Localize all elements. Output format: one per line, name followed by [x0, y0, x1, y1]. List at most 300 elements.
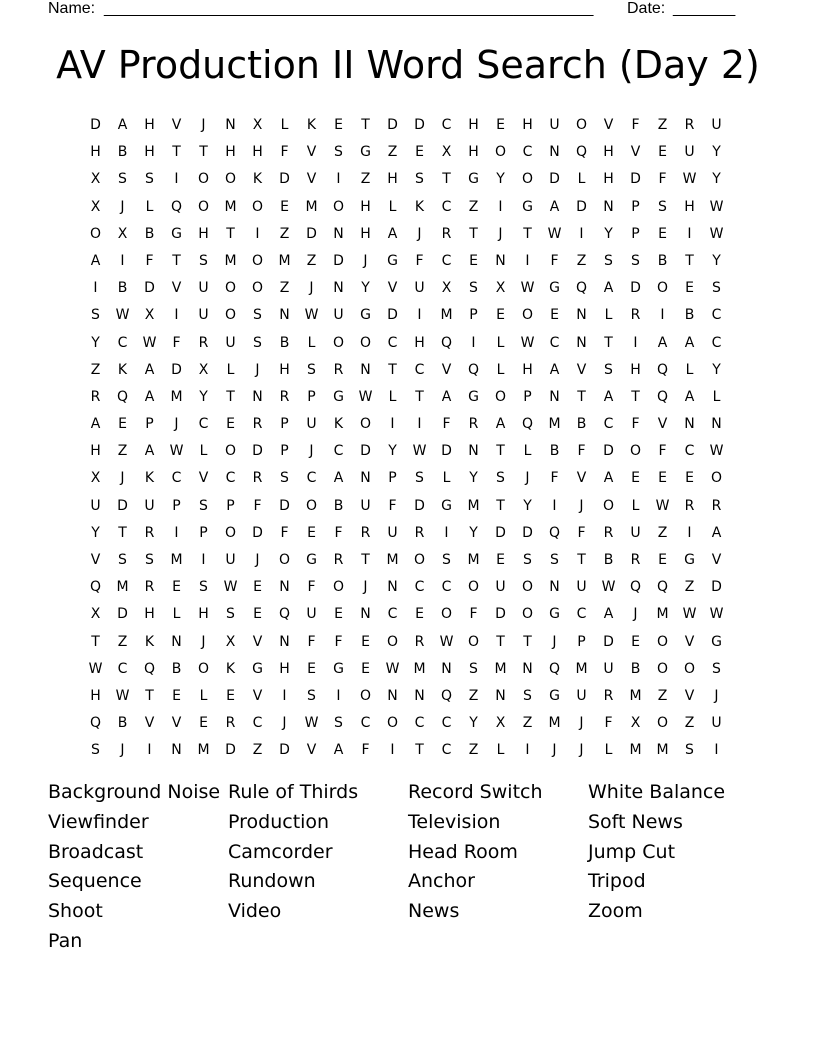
grid-letter: C: [414, 361, 425, 378]
grid-row: [82, 547, 730, 574]
grid-letter: I: [417, 416, 422, 433]
grid-letter: C: [414, 715, 425, 732]
grid-letter: W: [709, 198, 724, 215]
grid-letter: S: [631, 252, 640, 269]
grid-letter: E: [280, 198, 289, 215]
grid-row: [82, 112, 730, 139]
grid-letter: T: [226, 225, 235, 242]
grid-letter: Y: [469, 715, 478, 732]
grid-letter: M: [656, 742, 669, 759]
grid-letter: N: [171, 742, 182, 759]
grid-row: [82, 275, 730, 302]
grid-letter: W: [520, 334, 535, 351]
grid-letter: R: [360, 524, 371, 541]
word-column-4: [588, 778, 768, 927]
word-search-grid: [82, 112, 730, 765]
grid-letter: C: [198, 416, 209, 433]
grid-letter: Z: [657, 524, 668, 541]
grid-letter: E: [496, 552, 505, 568]
grid-letter: H: [144, 606, 155, 623]
grid-letter: J: [120, 742, 125, 759]
grid-letter: B: [576, 416, 587, 433]
word-list-item: Zoom: [588, 900, 643, 923]
grid-letter: B: [657, 252, 668, 269]
grid-letter: D: [549, 171, 560, 188]
word-list-item: Anchor: [408, 870, 475, 893]
grid-letter: A: [387, 225, 398, 242]
grid-letter: A: [144, 361, 155, 378]
grid-letter: I: [390, 416, 395, 433]
grid-letter: J: [579, 742, 584, 759]
grid-letter: E: [334, 117, 343, 133]
grid-letter: X: [117, 225, 128, 242]
grid-letter: N: [252, 388, 263, 405]
grid-letter: U: [684, 144, 695, 161]
grid-letter: Y: [496, 171, 505, 188]
grid-row: [82, 248, 730, 275]
grid-letter: I: [633, 334, 638, 351]
grid-letter: V: [306, 742, 317, 759]
grid-letter: H: [144, 144, 155, 161]
grid-letter: Z: [468, 198, 479, 215]
grid-letter: J: [525, 470, 530, 487]
grid-letter: M: [278, 252, 291, 269]
grid-letter: C: [711, 307, 722, 324]
grid-letter: F: [658, 443, 667, 460]
grid-letter: V: [576, 470, 587, 487]
grid-row: [82, 438, 730, 465]
grid-letter: T: [685, 252, 694, 269]
word-list: [48, 778, 768, 978]
grid-letter: L: [199, 443, 208, 460]
grid-letter: I: [120, 252, 125, 269]
grid-letter: T: [199, 144, 208, 161]
grid-letter: R: [333, 361, 344, 378]
grid-letter: T: [631, 388, 640, 405]
grid-letter: G: [252, 660, 263, 677]
grid-letter: N: [360, 470, 371, 487]
grid-row: [82, 629, 730, 656]
grid-letter: O: [440, 606, 453, 623]
grid-letter: E: [496, 307, 505, 324]
grid-letter: D: [495, 524, 506, 541]
grid-letter: J: [255, 552, 260, 568]
grid-letter: F: [658, 171, 667, 188]
grid-letter: D: [360, 443, 371, 460]
grid-letter: Z: [657, 687, 668, 704]
grid-letter: G: [333, 388, 344, 405]
grid-letter: K: [225, 660, 236, 677]
grid-letter: F: [442, 416, 451, 433]
grid-letter: T: [442, 171, 451, 188]
word-list-item: White Balance: [588, 781, 726, 803]
grid-letter: C: [225, 470, 236, 487]
grid-letter: O: [386, 715, 399, 732]
grid-letter: O: [494, 144, 507, 161]
grid-letter: S: [91, 307, 100, 324]
grid-letter: C: [603, 416, 614, 433]
grid-letter: Z: [684, 579, 695, 596]
header-line: [48, 0, 748, 20]
grid-letter: E: [658, 225, 667, 242]
grid-letter: N: [495, 687, 506, 704]
word-list-item: News: [408, 900, 460, 923]
grid-letter: R: [144, 579, 155, 596]
grid-letter: M: [413, 660, 426, 677]
grid-letter: R: [414, 633, 425, 650]
grid-letter: H: [252, 144, 263, 161]
grid-letter: A: [603, 470, 614, 487]
grid-letter: Q: [575, 280, 588, 297]
grid-letter: X: [144, 307, 155, 324]
grid-letter: Q: [467, 361, 480, 378]
grid-letter: M: [386, 552, 399, 568]
grid-letter: K: [414, 198, 425, 215]
grid-letter: W: [169, 443, 184, 460]
grid-letter: R: [252, 416, 263, 433]
grid-letter: W: [358, 388, 373, 405]
grid-letter: U: [198, 280, 209, 297]
grid-letter: C: [387, 334, 398, 351]
grid-letter: L: [577, 171, 586, 188]
grid-letter: N: [414, 687, 425, 704]
grid-letter: G: [549, 687, 560, 704]
grid-letter: T: [118, 524, 127, 541]
grid-letter: O: [251, 252, 264, 269]
grid-letter: W: [142, 334, 157, 351]
word-column-3: [408, 778, 588, 927]
grid-letter: S: [604, 252, 613, 269]
grid-row: [82, 520, 730, 547]
grid-letter: M: [224, 198, 237, 215]
grid-letter: T: [361, 117, 370, 133]
grid-letter: V: [171, 117, 182, 133]
grid-letter: S: [307, 687, 316, 704]
grid-letter: N: [279, 579, 290, 596]
grid-letter: D: [630, 171, 641, 188]
grid-letter: B: [549, 443, 560, 460]
grid-letter: O: [521, 307, 534, 324]
grid-letter: O: [305, 497, 318, 514]
word-list-item: Soft News: [588, 810, 683, 833]
grid-letter: X: [252, 117, 263, 133]
grid-letter: E: [199, 715, 208, 732]
grid-letter: H: [225, 144, 236, 161]
grid-letter: M: [116, 579, 129, 596]
grid-letter: J: [120, 198, 125, 215]
grid-letter: C: [684, 443, 695, 460]
grid-letter: J: [201, 633, 206, 650]
grid-letter: H: [630, 361, 641, 378]
grid-letter: C: [441, 742, 452, 759]
word-list-item: Rule of Thirds: [228, 781, 359, 803]
grid-letter: V: [90, 552, 101, 568]
grid-letter: D: [252, 443, 263, 460]
grid-letter: Z: [468, 742, 479, 759]
grid-letter: A: [657, 334, 668, 351]
grid-letter: U: [198, 307, 209, 324]
grid-letter: P: [577, 633, 586, 650]
grid-letter: V: [198, 470, 209, 487]
grid-letter: D: [387, 307, 398, 324]
grid-letter: M: [575, 660, 588, 677]
grid-letter: K: [306, 117, 317, 133]
grid-letter: Q: [629, 579, 642, 596]
grid-letter: F: [604, 715, 613, 732]
grid-letter: A: [90, 252, 101, 269]
grid-letter: Z: [576, 252, 587, 269]
grid-letter: F: [280, 144, 289, 161]
grid-letter: M: [224, 252, 237, 269]
word-list-item: Pan: [48, 929, 83, 952]
grid-letter: V: [684, 633, 695, 650]
grid-letter: T: [226, 388, 235, 405]
grid-letter: W: [682, 171, 697, 188]
grid-letter: C: [414, 579, 425, 596]
grid-letter: N: [387, 579, 398, 596]
grid-letter: F: [307, 579, 316, 596]
grid-letter: U: [144, 497, 155, 514]
grid-letter: X: [90, 470, 101, 487]
grid-letter: S: [469, 280, 478, 297]
date-label: Date:: [627, 0, 666, 17]
word-column-1: [48, 778, 228, 957]
grid-letter: E: [415, 606, 424, 623]
page-title: AV Production II Word Search (Day 2): [56, 43, 760, 87]
grid-letter: G: [306, 552, 317, 568]
word-list-item: Record Switch: [408, 781, 543, 803]
grid-letter: U: [630, 524, 641, 541]
grid-letter: N: [333, 225, 344, 242]
grid-letter: R: [684, 117, 695, 133]
grid-letter: Y: [712, 144, 721, 161]
grid-letter: S: [658, 198, 667, 215]
grid-letter: I: [687, 524, 692, 541]
grid-letter: F: [388, 497, 397, 514]
word-list-item: Television: [408, 810, 501, 833]
grid-letter: O: [467, 633, 480, 650]
grid-letter: E: [253, 606, 262, 623]
grid-letter: Q: [278, 606, 291, 623]
grid-letter: O: [224, 524, 237, 541]
grid-letter: E: [307, 660, 316, 677]
grid-letter: V: [387, 280, 398, 297]
grid-letter: F: [577, 524, 586, 541]
grid-letter: N: [576, 307, 587, 324]
grid-letter: X: [90, 606, 101, 623]
grid-letter: W: [682, 606, 697, 623]
grid-letter: W: [304, 715, 319, 732]
grid-letter: I: [147, 742, 152, 759]
grid-letter: W: [412, 443, 427, 460]
date-blank-line: _______: [673, 0, 736, 17]
grid-letter: U: [495, 579, 506, 596]
grid-letter: Q: [575, 144, 588, 161]
grid-letter: T: [172, 252, 181, 269]
grid-letter: S: [199, 579, 208, 596]
grid-letter: L: [496, 334, 505, 351]
grid-letter: Q: [521, 416, 534, 433]
grid-letter: L: [388, 388, 397, 405]
grid-letter: S: [145, 171, 154, 188]
grid-letter: T: [577, 388, 586, 405]
grid-letter: Q: [656, 361, 669, 378]
grid-letter: O: [278, 552, 291, 568]
grid-letter: A: [549, 361, 560, 378]
grid-letter: O: [332, 579, 345, 596]
grid-letter: U: [711, 117, 722, 133]
grid-letter: Y: [604, 225, 613, 242]
grid-letter: L: [280, 117, 289, 133]
grid-letter: E: [118, 416, 127, 433]
grid-row: [82, 411, 730, 438]
grid-letter: L: [712, 388, 721, 405]
grid-letter: I: [255, 225, 260, 242]
grid-letter: N: [549, 579, 560, 596]
grid-letter: F: [334, 633, 343, 650]
grid-letter: F: [550, 252, 559, 269]
grid-letter: H: [90, 687, 101, 704]
grid-letter: K: [144, 633, 155, 650]
grid-letter: O: [197, 198, 210, 215]
grid-letter: T: [469, 225, 478, 242]
grid-letter: D: [306, 225, 317, 242]
grid-letter: Y: [469, 470, 478, 487]
grid-letter: O: [629, 443, 642, 460]
grid-letter: U: [711, 715, 722, 732]
grid-letter: A: [603, 606, 614, 623]
grid-letter: C: [117, 660, 128, 677]
word-list-item: Background Noise: [48, 781, 221, 803]
grid-letter: S: [685, 742, 694, 759]
grid-letter: Y: [361, 280, 370, 297]
grid-letter: D: [333, 252, 344, 269]
grid-letter: F: [550, 470, 559, 487]
grid-letter: T: [604, 334, 613, 351]
grid-letter: Z: [117, 443, 128, 460]
grid-letter: U: [225, 334, 236, 351]
grid-letter: M: [629, 687, 642, 704]
grid-letter: E: [172, 579, 181, 596]
grid-letter: K: [333, 416, 344, 433]
grid-row: [82, 465, 730, 492]
grid-letter: D: [171, 361, 182, 378]
grid-letter: T: [172, 144, 181, 161]
grid-letter: J: [552, 633, 557, 650]
grid-letter: O: [224, 171, 237, 188]
grid-letter: N: [468, 443, 479, 460]
grid-letter: T: [91, 633, 100, 650]
grid-letter: W: [115, 307, 130, 324]
grid-letter: Z: [522, 715, 533, 732]
grid-letter: U: [414, 280, 425, 297]
grid-letter: N: [333, 280, 344, 297]
grid-letter: A: [144, 388, 155, 405]
grid-letter: O: [197, 660, 210, 677]
grid-letter: G: [387, 252, 398, 269]
grid-letter: I: [336, 687, 341, 704]
grid-letter: B: [279, 334, 290, 351]
grid-letter: O: [224, 443, 237, 460]
grid-letter: E: [685, 280, 694, 297]
grid-letter: T: [361, 552, 370, 568]
grid-letter: V: [252, 687, 263, 704]
grid-letter: N: [495, 252, 506, 269]
grid-letter: L: [604, 742, 613, 759]
grid-letter: G: [468, 171, 479, 188]
grid-row: [82, 601, 730, 628]
grid-letter: G: [684, 552, 695, 568]
grid-letter: L: [226, 361, 235, 378]
grid-letter: N: [387, 687, 398, 704]
grid-letter: E: [658, 552, 667, 568]
grid-letter: O: [656, 633, 669, 650]
grid-letter: Y: [469, 524, 478, 541]
grid-letter: J: [579, 497, 584, 514]
grid-letter: A: [117, 117, 128, 133]
grid-letter: O: [602, 497, 615, 514]
grid-letter: S: [199, 497, 208, 514]
grid-letter: D: [279, 171, 290, 188]
grid-letter: B: [144, 225, 155, 242]
grid-letter: H: [360, 198, 371, 215]
grid-letter: S: [469, 660, 478, 677]
grid-letter: D: [144, 280, 155, 297]
grid-letter: S: [307, 361, 316, 378]
grid-row: [82, 194, 730, 221]
grid-letter: P: [226, 497, 235, 514]
grid-letter: P: [631, 225, 640, 242]
grid-letter: C: [441, 198, 452, 215]
name-label: Name:: [48, 0, 96, 17]
grid-letter: I: [390, 742, 395, 759]
grid-letter: P: [199, 524, 208, 541]
grid-letter: U: [360, 497, 371, 514]
grid-letter: R: [603, 687, 614, 704]
grid-letter: S: [253, 307, 262, 324]
grid-letter: O: [197, 171, 210, 188]
grid-letter: U: [576, 579, 587, 596]
grid-letter: L: [685, 361, 694, 378]
grid-letter: P: [172, 497, 181, 514]
grid-letter: O: [251, 198, 264, 215]
grid-letter: H: [603, 171, 614, 188]
grid-letter: S: [415, 171, 424, 188]
grid-letter: I: [660, 307, 665, 324]
grid-letter: R: [90, 388, 101, 405]
grid-letter: B: [630, 660, 641, 677]
grid-letter: O: [224, 280, 237, 297]
grid-letter: F: [307, 633, 316, 650]
grid-letter: C: [549, 334, 560, 351]
name-blank-line: _______________________________________________________: [104, 0, 594, 17]
grid-letter: M: [170, 552, 183, 568]
word-list-item: Camcorder: [228, 840, 333, 863]
grid-letter: L: [172, 606, 181, 623]
word-list-item: Production: [228, 810, 330, 833]
grid-row: [82, 683, 730, 710]
grid-letter: I: [336, 171, 341, 188]
grid-letter: O: [89, 225, 102, 242]
grid-row: [82, 737, 730, 764]
grid-letter: X: [225, 633, 236, 650]
grid-letter: O: [224, 307, 237, 324]
grid-letter: J: [363, 579, 368, 596]
grid-letter: J: [120, 470, 125, 487]
grid-letter: Y: [199, 388, 208, 405]
grid-letter: T: [496, 633, 505, 650]
grid-letter: U: [576, 687, 587, 704]
